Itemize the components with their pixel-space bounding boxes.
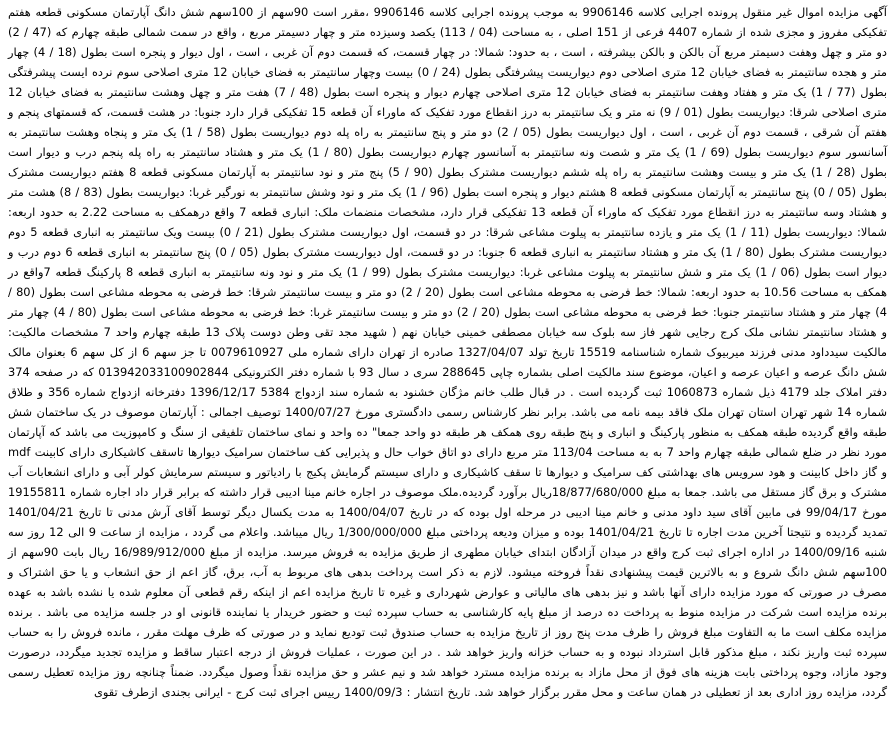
- auction-notice-text: آگهی مزایده اموال غیر منقول پرونده اجرایی کلاسه 9906146 به موجب پرونده اجرایی کلاسه 9906146 ،مقرر است 90سهم از 100سهم شش دانگ آپارتمان مسکونی قطعه هفتم تفکیکی مفروز و مجزی شده از شماره 4407 فرعی از 151 اصلی ، به مساحت (04 / 113) یکصد وسیزده متر و چهار دسیمتر مربع ، واقع در سمت شمالی طبقه چهارم که (47 / 2) دو متر و چهل وهفت دسیمتر مربع آن بالکن و بالکن بیشرفته ، است ، به حدود: شمالا: در چهار قسمت، که قسمت دوم آن غربی ، است ، اول دیوار و پنجره است بطول (18 / 4) چهار متر و هجده سانتیمتر به فضای خیابان 12 متری اصلاحی دوم دیواریست پیشرفتگی بطول (24 / 0) بیست وچهار سانتیمتر به فضای خیابان 12 متری اصلاحی سوم نرده ایست پیشرفتگی بطول (77 / 1) یک متر و هفتاد وهفت سانتیمتر به فضای خیابان 12 متری اصلاحی چهارم دیوار و پنجره است بطول (48 / 7) هفت متر و چهل وهشت سانتیمتر به فضای خیابان 12 متری اصلاحی شرقا: دیواریست بطول (01 / 9) نه متر و یک سانتیمتر به درز انقطاع مورد تفکیک که ماوراء آن قطعه 15 تفکیکی قرار دارد جنوبا: در هشت قسمت، که قسمتهای پنجم و هفتم آن شرقی ، قسمت دوم آن غربی ، است ، اول دیواریست بطول (05 / 2) دو متر و پنج سانتیمتر به راه پله دوم دیواریست بطول (58 / 1) یک متر و پنجاه وهشت سانتیمتر به آسانسور سوم دیواریست بطول (69 / 1) یک متر و شصت ونه سانتیمتر به آسانسور چهارم دیواریست بطول (80 / 1) یک متر و هشتاد سانتیمتر به راه پله پنجم درب و دیوار است بطول (28 / 1) یک متر و بیست وهشت سانتیمتر به راه پله ششم دیواریست مشترک بطول (90 / 5) پنج متر و نود سانتیمتر به آپارتمان مسکونی قطعه 8 هفتم دیواریست مشترک بطول (05 / 0) پنج سانتیمتر به آپارتمان مسکونی قطعه 8 هشتم دیوار و پنجره است بطول (96 / 1) یک متر و نود وشش سانتیمتر به نورگیر غربا: دیواریست بطول (83 / 8) هشت متر و هشتاد وسه سانتیمتر به درز انقطاع مورد تفکیک که ماوراء آن قطعه 13 تفکیکی قرار دارد، مشخصات منضمات ملک: انباری قطعه 7 واقع درهمکف به مساحت 2.22 به حدود اربعه: شمالا: دیواریست بطول (11 / 1) یک متر و یازده سانتیمتر به پیلوت مشاعی شرقا: در دو قسمت، اول دیواریست مشترک بطول (21 / 0) بیست ویک سانتیمتر به انباری قطعه 5 دوم دیواریست مشترک بطول (80 / 1) یک متر و هشتاد سانتیمتر به انباری قطعه 6 جنوبا: در دو قسمت، اول دیواریست مشترک بطول (05 / 0) پنج سانتیمتر به انباری قطعه 6 دوم درب و دیوار است بطول (06 / 1) یک متر و شش سانتیمتر به پیلوت مشاعی غربا: دیواریست مشترک بطول (99 / 1) یک متر و نود ونه سانتیمتر به انباری قطعه 8 پارکینگ قطعه 7واقع در همکف به مساحت 10.56 به حدود اربعه: شمالا: خط فرضی به محوطه مشاعی است بطول (20 / 2) دو متر و بیست سانتیمتر شرقا: خط فرضی به محوطه مشاعی است بطول (80 / 4) چهار متر و هشتاد سانتیمتر جنوبا: خط فرضی به محوطه مشاعی است بطول (20 / 2) دو متر و بیست سانتیمتر غربا: خط فرضی به محوطه مشاعی است بطول (80 / 4) چهار متر و هشتاد سانتیمتر نشانی ملک کرج رجایی شهر فاز سه بلوک سه خیابان مصطفی خمینی خیابان نهم ( شهید مجد تقی وطن دوست پلاک 13 طبقه چهارم واحد 7 مشخصات مالکیت: مالکیت سیدداود مدنی فرزند میربیوک شماره شناسنامه 15519 تاریخ تولد 1327/04/07 صادره از تهران دارای شماره ملی 0079610927 تا جز سهم 6 از کل سهم 6 بعنوان مالک شش دانگ عرصه و اعیان عرصه و اعیان، موضوع سند مالکیت اصلی بشماره چاپی 288645 سری د سال 93 با شماره دفتر الکترونیکی 013942033100902844 که در صفحه 374 دفتر املاک جلد 4179 ذیل شماره 1060873 ثبت گردیده است . در قبال طلب خانم مژگان خشنود به شماره سند ازدواج 5384 1396/12/17 دفترخانه ازدواج شماره 356 و طلاق شماره 14 شهر تهران استان تهران ملک فاقد بیمه نامه می باشد. برابر نظر کارشناس رسمی دادگستری مورخ 1400/07/27 توصیف اجمالی : آپارتمان موصوف در یک ساختمان شش طبقه واقع گردیده طبقه همکف به منظور پارکینگ و انباری و پنج طبقه روی همکف هر طبقه دو واحد جمعا" ده واحد و نمای ساختمان تلفیقی از سنگ و کامپوزیت می باشد که آپارتمان مورد نظر در ضلع شمالی طبقه چهارم واحد 7 به به مساحت 113/04 متر مربع دارای دو اتاق خواب حال و پذیرایی کف ساختمان سرامیک دیوارها تاسقف کاشیکاری دارای کابینت mdf و گاز داخل کابینت و هود سرویس های بهداشتی کف سرامیک و دیوارها تا سقف کاشیکاری و دارای سیستم گرمایش پکیج با رادیاتور و سیستم سرمایش کولر آبی و دارای انشعابات آب مشترک و برق گاز مستقل می باشد. جمعا به مبلغ 18/877/680/000ریال برآورد گردیده.ملک موصوف در اجاره خانم مینا ادیبی قرار داشته که برابر قرار داد اجاره شماره 19155811 مورخ 99/04/17 فی مابین آقای سید داود مدنی و خانم مینا ادیبی در مرحله اول بوده که در تاریخ 1400/04/07 به مدت یکسال دیگر توسط آقای آرش مدنی تا تاریخ 1401/04/21 تمدید گردیده و نتیجتا آخرین مدت اجاره تا تاریخ 1401/04/21 بوده و میزان ودیعه پرداختی مبلغ 1/300/000/000 ریال میباشد. واعلام می گردد ، مزایده از ساعت 9 الی 12 روز سه شنبه 1400/09/16 در اداره اجرای ثبت کرج واقع در میدان آزادگان ابتدای خیابان مطهری از طریق مزایده به فروش میرسد. مزایده از مبلغ 16/989/912/000 ریال بابت 90سهم از 100سهم شش دانگ شروع و به بالاترین قیمت پیشنهادی نقداً فروخته میشود. لازم به ذکر است پرداخت بدهی های مربوط به آب، برق، گاز اعم از حق انشعاب و یا حق اشتراک و مصرف در صورتی که مورد مزایده دارای آنها باشد و نیز بدهی های مالیاتی و عوارض شهرداری و غیره تا تاریخ مزایده اعم از اینکه رقم قطعی آن معلوم شده یا نشده باشد به عهده برنده مزایده است شرکت در مزایده منوط به پرداخت ده درصد از مبلغ پایه کارشناسی به حساب سپرده ثبت و حضور خریدار یا نماینده قانونی او در جلسه مزایده می باشد . برنده مزایده مکلف است ما به التفاوت مبلغ فروش را ظرف مدت پنج روز از تاریخ مزایده به حساب صندوق ثبت تودیع نماید و در صورتی که ظرف مهلت مقرر ، مانده فروش را به حساب سپرده ثبت واریز نکند ، مبلغ مذکور قابل استرداد نبوده و به حساب خزانه واریز خواهد شد . در این صورت ، عملیات فروش از درجه اعتبار ساقط و مزایده تجدید میگردد، درصورت وجود مازاد، وجوه پرداختی بابت هزینه های فوق از محل مازاد به برنده مزایده مسترد خواهد شد و نیم عشر و حق مزایده نقداً وصول میگردد. ضمناً چنانچه روز مزایده تعطیل رسمی گردد، مزایده روز اداری بعد از تعطیلی در همان ساعت و محل مقرر برگزار خواهد شد. تاریخ انتشار : 1400/09/3 رییس اجرای ثبت کرج - ایرانی بجندی ازطرف تقوی: [8, 5, 888, 699]
